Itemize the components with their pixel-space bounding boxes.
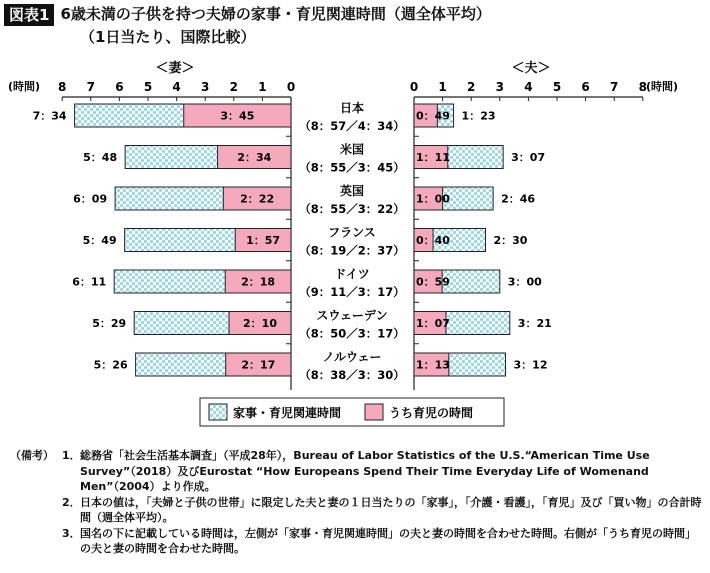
note-text: 日本の値は，「夫婦と子供の世帯」に限定した夫と妻の１日当たりの「家事」，「介護・看護」，「育児」及び「買い物」の合計時間（週全体平均）。 bbox=[80, 495, 702, 524]
wife-childcare-label: 2：10 bbox=[243, 317, 277, 330]
note-item-3 bbox=[10, 526, 705, 557]
husband-tick-label: 8 bbox=[638, 80, 647, 94]
note-item-2 bbox=[10, 495, 705, 526]
axis-unit-right: (時間) bbox=[646, 80, 679, 93]
wife-childcare-label: 2：34 bbox=[237, 151, 272, 164]
wife-tick-label: 4 bbox=[172, 80, 181, 94]
country-combined-times: （9：11／3：17） bbox=[299, 285, 405, 299]
country-name: 日本 bbox=[339, 101, 365, 115]
wife-panel-label: ＜妻＞ bbox=[155, 61, 195, 76]
wife-tick-label: 8 bbox=[58, 80, 67, 94]
husband-total-label: 2：46 bbox=[501, 192, 536, 206]
notes bbox=[10, 448, 705, 557]
wife-total-label: 5：48 bbox=[83, 151, 118, 164]
wife-childcare-label: 2：18 bbox=[241, 275, 276, 289]
husband-childcare-label: 1：13 bbox=[416, 358, 450, 372]
husband-total-label: 3：07 bbox=[511, 151, 546, 164]
husband-childcare-label: 0：49 bbox=[416, 109, 450, 123]
husband-total-label: 3：21 bbox=[517, 317, 552, 330]
husband-total-label: 1：23 bbox=[461, 109, 496, 123]
wife-tick-label: 2 bbox=[229, 80, 238, 94]
wife-total-label: 5：29 bbox=[92, 317, 127, 330]
husband-childcare-label: 1：00 bbox=[416, 192, 450, 206]
note-item-1 bbox=[10, 448, 705, 495]
note-text: 国名の下に記載している時間は，左側が「家事・育児関連時間」の夫と妻の時間を合わせた時間。右側が「うち育児の時間」の夫と妻の時間を合わせた時間。 bbox=[80, 526, 696, 555]
country-combined-times: （8：57／4：34） bbox=[299, 119, 405, 133]
husband-tick-label: 0 bbox=[409, 80, 419, 94]
country-name: 米国 bbox=[339, 142, 365, 157]
husband-total-label: 3：12 bbox=[513, 358, 548, 372]
husband-tick-label: 6 bbox=[581, 80, 590, 94]
country-combined-times: （8：50／3：17） bbox=[299, 326, 405, 341]
wife-childcare-label: 2：22 bbox=[240, 192, 275, 206]
husband-childcare-label: 0：59 bbox=[416, 275, 450, 289]
husband-tick-label: 1 bbox=[438, 80, 447, 94]
axis-unit-left: (時間) bbox=[8, 80, 41, 93]
wife-tick-label: 6 bbox=[115, 80, 124, 94]
wife-total-label: 5：26 bbox=[93, 358, 128, 372]
note-number: 1． bbox=[62, 449, 81, 462]
note-number: 2． bbox=[62, 495, 81, 509]
country-combined-times: （8：38／3：30） bbox=[299, 368, 405, 382]
husband-tick-label: 7 bbox=[610, 80, 619, 94]
wife-total-label: 5：49 bbox=[82, 234, 117, 247]
husband-childcare-label: 0：40 bbox=[416, 234, 450, 247]
husband-tick-label: 2 bbox=[467, 80, 476, 94]
husband-tick-label: 5 bbox=[552, 80, 562, 94]
husband-childcare-label: 1：11 bbox=[416, 151, 450, 164]
wife-total-label: 7：34 bbox=[32, 109, 67, 123]
husband-total-label: 3：00 bbox=[507, 275, 542, 289]
notes-label: （備考） bbox=[10, 449, 54, 462]
country-name: ドイツ bbox=[334, 267, 370, 281]
wife-total-label: 6：11 bbox=[72, 275, 107, 289]
wife-tick-label: 0 bbox=[286, 80, 296, 94]
country-combined-times: （8：55／3：45） bbox=[299, 160, 405, 175]
figure-title: 6歳未満の子供を持つ夫婦の家事・育児関連時間（週全体平均） bbox=[60, 5, 491, 23]
country-name: ノルウェー bbox=[322, 350, 382, 364]
figure-badge: 図表1 bbox=[4, 4, 54, 26]
wife-childcare-label: 2：17 bbox=[241, 358, 276, 372]
legend-swatch-housework bbox=[209, 404, 227, 420]
country-name: 英国 bbox=[339, 184, 365, 198]
legend bbox=[200, 398, 504, 426]
note-number: 3． bbox=[62, 526, 81, 540]
husband-panel-label: ＜夫＞ bbox=[511, 61, 551, 76]
wife-childcare-label: 1：57 bbox=[246, 234, 281, 247]
wife-tick-label: 7 bbox=[86, 80, 95, 94]
husband-childcare-label: 1：07 bbox=[416, 317, 450, 330]
legend-label-childcare: うち育児の時間 bbox=[389, 406, 474, 420]
figure-subtitle: （1日当たり、国際比較） bbox=[80, 28, 256, 46]
legend-label-housework: 家事・育児関連時間 bbox=[233, 406, 342, 420]
country-combined-times: （8：19／2：37） bbox=[299, 243, 405, 258]
note-text: 総務省「社会生活基本調査」（平成28年），Bureau of Labor Statistics of the U.S.“American Time Use Survey”（2018）及びEurostat “How Europeans Spend Their Time Everyday Life of Womenand Men”（2004）より作成。 bbox=[80, 449, 650, 493]
husband-tick-label: 4 bbox=[524, 80, 533, 94]
country-combined-times: （8：55／3：22） bbox=[299, 202, 405, 216]
husband-total-label: 2：30 bbox=[493, 234, 528, 247]
wife-childcare-label: 3：45 bbox=[220, 109, 255, 123]
wife-total-label: 6：09 bbox=[73, 192, 108, 206]
wife-tick-label: 3 bbox=[201, 80, 210, 94]
wife-tick-label: 5 bbox=[143, 80, 153, 94]
wife-tick-label: 1 bbox=[258, 80, 267, 94]
country-name: フランス bbox=[328, 225, 376, 240]
legend-swatch-childcare bbox=[365, 404, 383, 420]
husband-tick-label: 3 bbox=[495, 80, 504, 94]
country-name: スウェーデン bbox=[316, 308, 388, 323]
